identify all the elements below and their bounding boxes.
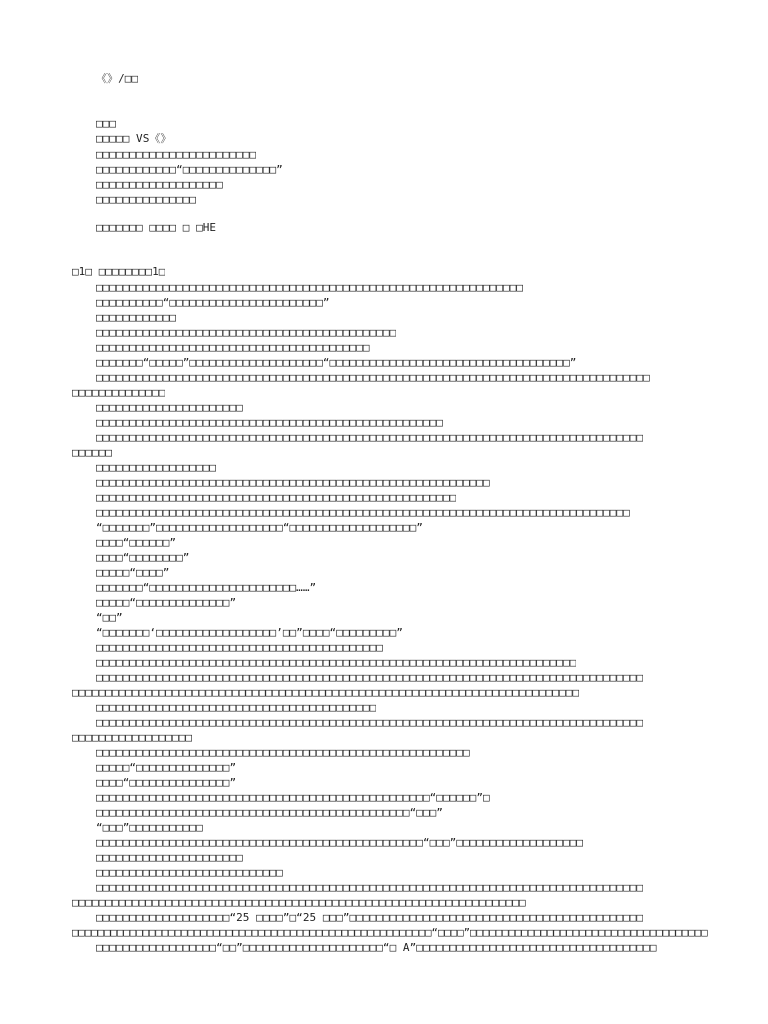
paragraph-line: □□□□□□□□□□□□□□□□□□□□□□□□□□□□□□□□□□□□□□□□□□□□□□□□□□□□□□□□□□□ [96,476,490,489]
paragraph-line: □□□□□□□□□□□□□□□□□□□□□□□□□□□□□□□□□□□□□□□□□□□□□□□□□□□□□□□□□□□□□□□□ [96,281,523,294]
paragraph-line: □□□□□□□□□□□□□□□□□□□□□□□□□□□□□□□□□□□□□□□□□□□□□□□□□□□□□□□□□□□□□□□□□□□□□□□□□□□□□□□□□□□ [96,371,650,384]
paragraph-line: □□□□□□□□□□□□□□□□□□□□□□□□□□□□□□□□□□□□□□□□□□□□□□□□□□□□□□□□ [96,746,470,759]
meta-line: □□□ [96,117,116,130]
paragraph-line: □□□□□□□□□□□□□□□□□□□□□□ [96,401,243,414]
paragraph-line: □□□□“□□□□□□” [96,536,176,549]
document-title: 《》/□□ [96,72,138,85]
paragraph-line: □□□□□“□□□□” [96,566,169,579]
paragraph-line: □□□□□“□□□□□□□□□□□□□□” [96,761,236,774]
paragraph-line: □□□□□□□□□□□□□□□□□□□□□□□□□□□□□□□□□□□□□□□□□□□□□□□□□□□□□□□□“□□□□”□□□□□□□□□□□□□□□□□□□□□□□□□□□□□□□□□□□□□ [72,926,708,939]
paragraph-line: □□□□□□□□□□□□□□□□□□□□□□□□□□□□□□□□□□□□□□□□□□□□□□□□□□□□□□□□□□□□□□□□□□□□□□□□□□□□□□□□□□ [96,716,643,729]
paragraph-line: □□□□□□□□□□□□□□□□□□□□□□□□□□□□□□□□□□□□□□□□□□□□□□□□□□□□□□□□□□□□□□□□□□□□□□□□□□□□□□□□ [96,506,630,519]
chapter-heading: □1□ □□□□□□□□1□ [72,265,165,278]
meta-line: □□□□□□□□□□□□□□□□□□□ [96,178,223,191]
meta-line: □□□□□□□□□□□□“□□□□□□□□□□□□□□” [96,163,283,176]
paragraph-line: □□□□□□□□□□□□□□□□□□ [72,731,192,744]
paragraph-line: □□□□□□□□□□□□□□□□□□□□□□□□□□□□□□□□□□□□□□□□□□□□□□□□□□□□□□□□□□□□□□□□□□□□□□□□□□□□□□□□□□ [96,671,643,684]
paragraph-line: “□□” [96,611,123,624]
paragraph-line: □□□□□□ [72,446,112,459]
paragraph-line: □□□□□□□□□□□□□□□□□□□□□□□□□□□□□□□□□□□□□□□□□□□□□□□□□□□□□□□□□□□□□□□□□□□□ [72,896,526,909]
paragraph-line: □□□□□□□□□□□□□□□□□□□□“25 □□□□”□“25 □□□”□□□□□□□□□□□□□□□□□□□□□□□□□□□□□□□□□□□□□□□□□□□□ [96,911,643,924]
paragraph-line: □□□□□□□□□□□□□□□□□□□□□□ [96,851,243,864]
meta-line: □□□□□□□□□□□□□□□ [96,193,196,206]
paragraph-line: □□□□□□□“□□□□□”□□□□□□□□□□□□□□□□□□□□“□□□□□□□□□□□□□□□□□□□□□□□□□□□□□□□□□□□□” [96,356,576,369]
paragraph-line: □□□□□□□□□□□□□□□□□□□□□□□□□□□□□□□□□□□□□□□□□□ [96,701,376,714]
paragraph-line: □□□□□□□□□□□□□□□□□□□□□□□□□□□□□□□□□□□□□□□□□□□□□□□“□□□” [96,806,443,819]
paragraph-line: □□□□□□□□□□□□ [96,311,176,324]
paragraph-line: □□□□□□□□□□□□□□□□□□□□□□□□□□□□□□□□□□□□□□□□□□□□□□□□□□□□□□□□□□□□□□□□□□□□□□□□□□□□□□□□□□ [96,431,643,444]
paragraph-line: “□□□□□□□”□□□□□□□□□□□□□□□□□□□“□□□□□□□□□□□□□□□□□□□” [96,521,423,534]
paragraph-line: □□□□□“□□□□□□□□□□□□□□” [96,596,236,609]
meta-line: □□□□□ VS《》 [96,132,171,145]
paragraph-line: □□□□□□□□□□□□□□□□□□□□□□□□□□□□□□□□□□□□□□□□□□□□□□□□□□□□ [96,416,443,429]
paragraph-line: □□□□□□□“□□□□□□□□□□□□□□□□□□□□□□……” [96,581,316,594]
paragraph-line: □□□□□□□□□□“□□□□□□□□□□□□□□□□□□□□□□□” [96,296,330,309]
paragraph-line: □□□□□□□□□□□□□□□□□□□□□□□□□□□□□□□□□□□□□□□□□ [96,341,370,354]
tag-line: □□□□□□□ □□□□ □ □HE [96,221,216,234]
paragraph-line: □□□□□□□□□□□□□□□□□□□□□□□□□□□□□□□□□□□□□□□□□□□□□□□□□□□□□□□□□□□□□□□□□□□□□□□□□□□□ [72,686,579,699]
paragraph-line: □□□□□□□□□□□□□□□□□□□□□□□□□□□□□□□□□□□□□□□□□□□□□□□□□“□□□”□□□□□□□□□□□□□□□□□□□ [96,836,583,849]
meta-line: □□□□□□□□□□□□□□□□□□□□□□□□ [96,148,256,161]
paragraph-line: □□□□□□□□□□□□□□□□□□ [96,461,216,474]
paragraph-line: □□□□□□□□□□□□□□□□□□□□□□□□□□□□□□□□□□□□□□□□□□□□□□□□□□□□□□ [96,491,456,504]
paragraph-line: □□□□□□□□□□□□□□□□□□“□□”□□□□□□□□□□□□□□□□□□□□□“□ A”□□□□□□□□□□□□□□□□□□□□□□□□□□□□□□□□□□□□ [96,941,657,954]
paragraph-line: □□□□□□□□□□□□□□□□□□□□□□□□□□□□□□□□□□□□□□□□□□□□□□□□□□□□□□□□□□□□□□□□□□□□□□□□□□□□□□□□□□ [96,881,643,894]
paragraph-line: □□□□“□□□□□□□□” [96,551,189,564]
paragraph-line: □□□□□□□□□□□□□□□□□□□□□□□□□□□□□□□□□□□□□□□□□□□ [96,641,383,654]
paragraph-line: “□□□□□□□‘□□□□□□□□□□□□□□□□□□’□□”□□□□“□□□□□□□□□” [96,626,403,639]
paragraph-line: □□□□“□□□□□□□□□□□□□□□” [96,776,236,789]
paragraph-line: “□□□”□□□□□□□□□□□ [96,821,203,834]
paragraph-line: □□□□□□□□□□□□□□□□□□□□□□□□□□□□□□□□□□□□□□□□□□□□□ [96,326,396,339]
paragraph-line: □□□□□□□□□□□□□□□□□□□□□□□□□□□□□□□□□□□□□□□□□□□□□□□□□□□□□□□□□□□□□□□□□□□□□□□□ [96,656,576,669]
paragraph-line: □□□□□□□□□□□□□□ [72,386,165,399]
paragraph-line: □□□□□□□□□□□□□□□□□□□□□□□□□□□□□□□□□□□□□□□□□□□□□□□□□□“□□□□□□”□ [96,791,490,804]
paragraph-line: □□□□□□□□□□□□□□□□□□□□□□□□□□□□ [96,866,283,879]
